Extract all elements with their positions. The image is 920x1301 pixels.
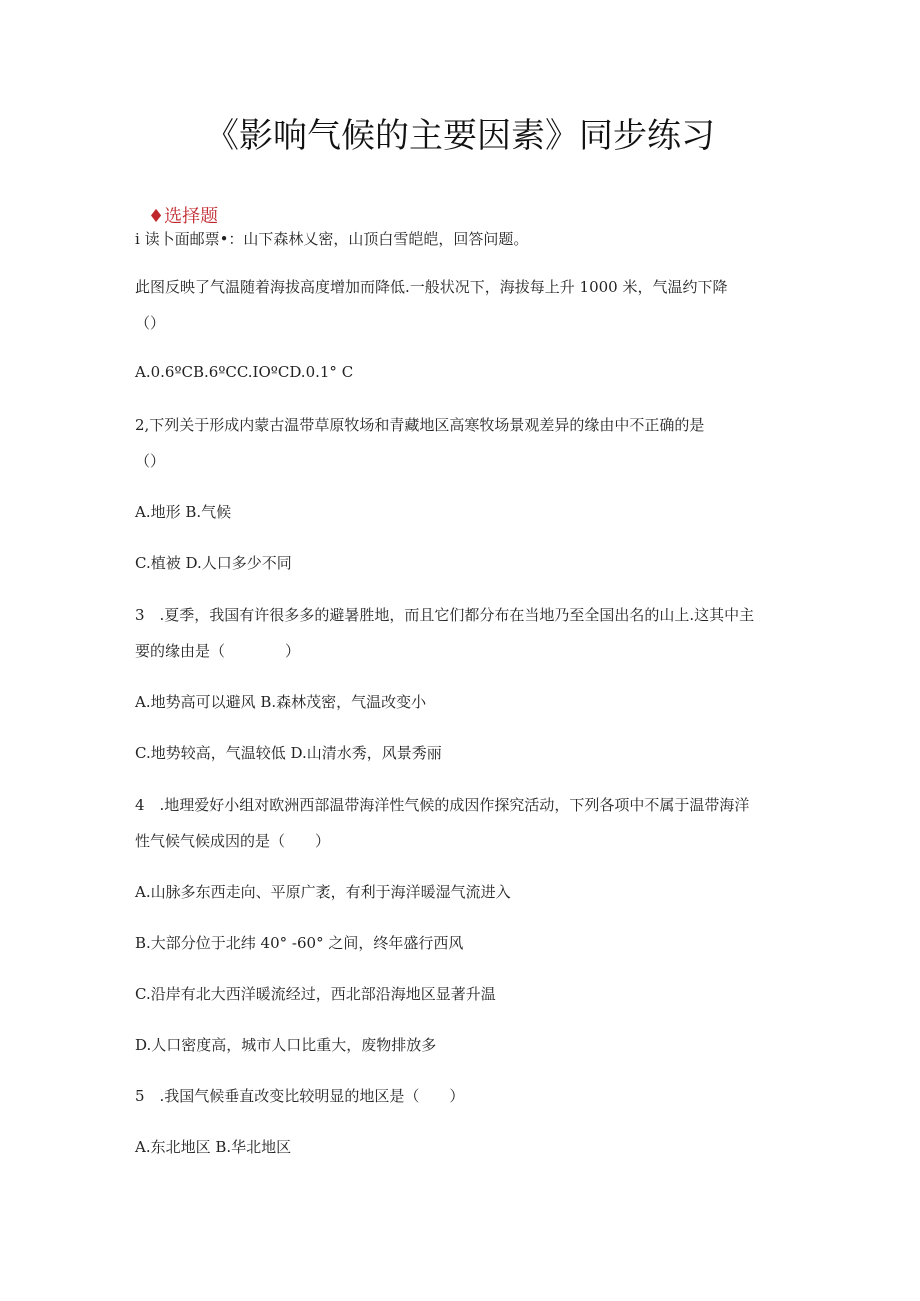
text-line: C.地势较高，气温较低 D.山清水秀，风景秀丽: [135, 744, 442, 762]
text-line: C.植被 D.人口多少不同: [135, 554, 292, 572]
text-line: 要的缘由是（ ）: [135, 642, 301, 660]
text-line: 5 .我国气候垂直改变比较明显的地区是（ ）: [135, 1087, 465, 1105]
section-heading: ♦选择题: [148, 206, 219, 227]
text-line: 4 .地理爱好小组对欧洲西部温带海洋性气候的成因作探究活动，下列各项中不属于温带海洋: [135, 796, 750, 814]
text-line: 2,下列关于形成内蒙古温带草原牧场和青藏地区高寒牧场景观差异的缘由中不正确的是: [135, 416, 705, 434]
text-line: （）: [135, 452, 166, 470]
text-line: C.沿岸有北大西洋暖流经过，西北部沿海地区显著升温: [135, 985, 496, 1003]
text-line: D.人口密度高，城市人口比重大，废物排放多: [135, 1036, 437, 1054]
text-line: A.东北地区 B.华北地区: [135, 1138, 292, 1156]
text-line: A.地势高可以避风 B.森林茂密，气温改变小: [135, 693, 427, 711]
text-line: B.大部分位于北纬 40° -60° 之间，终年盛行西风: [135, 934, 464, 952]
text-line: A.0.6ºCB.6ºCC.IOºCD.0.1° C: [135, 363, 354, 381]
text-line: i 读卜面邮票•：山下森林乂密，山顶白雪皑皑，回答问题。: [135, 230, 529, 248]
text-line: 3 .夏季，我国有许很多多的避暑胜地，而且它们都分布在当地乃至全国出名的山上.这其中主: [135, 606, 755, 624]
page-title: 《影响气候的主要因素》同步练习: [205, 116, 715, 156]
text-line: A.山脉多东西走向、平原广袤，有利于海洋暖湿气流进入: [135, 883, 511, 901]
text-line: A.地形 B.气候: [135, 503, 232, 521]
text-line: 性气候气候成因的是（ ）: [135, 832, 331, 850]
text-line: （）: [135, 314, 166, 332]
text-line: 此图反映了气温随着海拔高度增加而降低.一般状况下，海拔每上升 1000 米，气温约下降: [135, 278, 728, 296]
